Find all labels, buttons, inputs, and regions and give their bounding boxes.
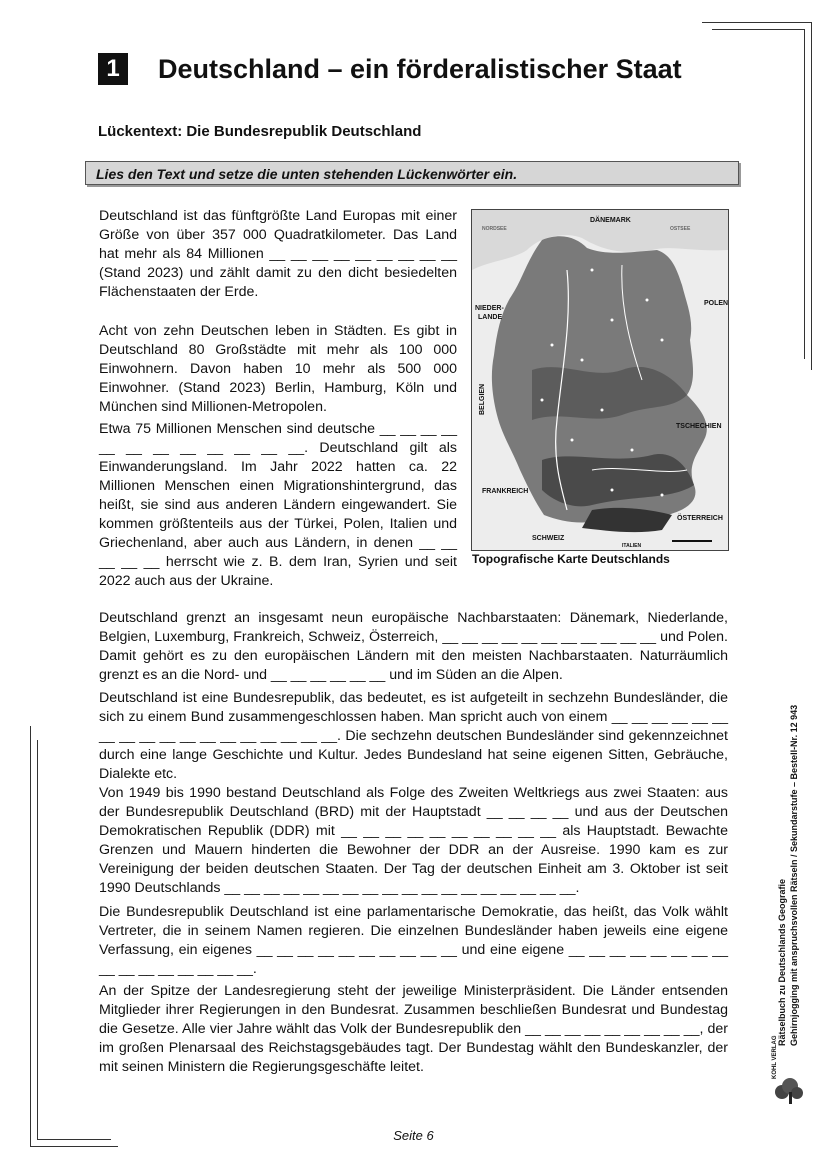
map-label-northsea: NORDSEE bbox=[482, 226, 507, 232]
worksheet-header bbox=[98, 53, 682, 85]
frame-line-bottom-left bbox=[30, 1146, 118, 1147]
map-caption: Topografische Karte Deutschlands bbox=[472, 552, 670, 566]
paragraph-8: An der Spitze der Landesregierung steht der jeweilige Ministerpräsident. Die Länder entsenden Mitglieder ihrer Regierungen in den Bundesrat. Zusammen beschließen Bundesrat und Bundestag die Gesetze. Alle vier Jahre wählt das Volk der Bundesrepublik den __ __ __ __ __ __ __ __ __, der im großen Plenarsaal des Reichstagsgebäudes tagt. Der Bundestag wählt den Bundeskanzler, der mit seinen Ministern die Regierungsgeschäfte leitet. bbox=[99, 983, 728, 1075]
paragraph-1: Deutschland ist das fünftgrößte Land Europas mit einer Größe von über 357 000 Quadratkilometer. Das Land hat mehr als 84 Millionen __ __ __ __ __ __ __ __ __ (Stand 2023) und zählt damit zu den dicht besiedelten Flächenstaaten der Erde. bbox=[99, 208, 457, 300]
instruction-box: Lies den Text und setze die unten stehenden Lückenwörter ein. bbox=[85, 161, 739, 185]
map-label-belgium: BELGIEN bbox=[479, 383, 486, 415]
sidebar-line-2: Gehirnjogging mit anspruchsvollen Rätseln / Sekundarstufe – Bestell-Nr. 12 943 bbox=[789, 704, 799, 1046]
map-label-france: FRANKREICH bbox=[482, 488, 529, 495]
map-label-czechia: TSCHECHIEN bbox=[676, 423, 722, 430]
paragraph-3: Etwa 75 Millionen Menschen sind deutsche __ __ __ __ __ __ __ __ __ __ __ __. Deutschland gilt als Einwanderungsland. Im Jahr 2022 hatten ca. 22 Millionen Menschen einen Migrationshintergrund, das heißt, sie sind aus anderen Ländern eingewandert. Sie kommen größtenteils aus der Türkei, Polen, Italien und Griechenland, aber auch aus Ländern, in denen __ __ __ __ __ herrscht wie z. B. dem Iran, Syrien und seit 2022 auch aus der Ukraine. bbox=[99, 421, 457, 589]
paragraph-2: Acht von zehn Deutschen leben in Städten. Es gibt in Deutschland 80 Großstädte mit mehr als 100 000 Einwohnern. Davon haben 10 mehr als 500 000 Einwohner. (Stand 2023) Berlin, Hamburg, Köln und München sind Millionen-Metropolen. bbox=[99, 323, 457, 415]
publisher-sidebar bbox=[776, 626, 802, 1046]
map-label-poland: POLEN bbox=[704, 300, 728, 307]
frame-line-right-vertical bbox=[811, 22, 812, 370]
map-label-denmark: DÄNEMARK bbox=[590, 217, 631, 224]
sidebar-text bbox=[776, 626, 802, 1046]
paragraph-5: Deutschland ist eine Bundesrepublik, das bedeutet, es ist aufgeteilt in sechzehn Bundesländer, die sich zu einem Bund zusammengeschlossen haben. Man spricht auch von einem __ __ __ __ __ __ __ __ __ __ __ __ __ __ __ __ __ __. Die sechzehn deutschen Bundesländer sind gekennzeichnet durch eine lange Geschichte und Kultur. Jedes Bundesland hat seine eigenen Sitten, Gebräuche, Dialekte etc. bbox=[99, 690, 728, 782]
map-label-italy: ITALIEN bbox=[622, 543, 642, 549]
paragraph-6: Von 1949 bis 1990 bestand Deutschland als Folge des Zweiten Weltkriegs aus zwei Staaten: aus der Bundesrepublik Deutschland (BRD) mit der Hauptstadt __ __ __ __ und aus der Deutschen Demokratischen Republik (DDR) mit __ __ __ __ __ __ __ __ __ __ als Hauptstadt. Bewachte Grenzen und Mauern hinderten die Bewohner der DDR an der Ausreise. 1990 kam es zur Vereinigung der beiden deutschen Staaten. Der Tag der deutschen Einheit am 3. Oktober ist seit 1990 Deutschlands __ __ __ __ __ __ __ __ __ __ __ __ __ __ __ __ __ __. bbox=[99, 785, 728, 896]
sidebar-line-1: Rätselbuch zu Deutschlands Geografie bbox=[777, 878, 787, 1046]
map-label-netherlands-2: LANDE bbox=[478, 314, 503, 321]
frame-line-top-right bbox=[702, 22, 812, 23]
page-number: Seite 6 bbox=[393, 1128, 434, 1143]
topographic-map bbox=[471, 209, 729, 551]
frame-line-top-right-inner bbox=[712, 29, 804, 30]
map-graphic bbox=[472, 210, 728, 550]
map-label-netherlands-1: NIEDER- bbox=[475, 305, 504, 312]
map-label-austria: ÖSTERREICH bbox=[677, 515, 723, 522]
frame-line-right-vertical-inner bbox=[804, 29, 805, 359]
paragraph-7: Die Bundesrepublik Deutschland ist eine parlamentarische Demokratie, das heißt, das Volk wählt Vertreter, die in seinem Namen regieren. Die einzelnen Bundesländer haben jeweils eine eigene Verfassung, ein eigenes __ __ __ __ __ __ __ __ __ __ und eine eigene __ __ __ __ __ __ __ __ __ __ __ __ __ __ __ __. bbox=[99, 904, 728, 977]
frame-line-left-vertical bbox=[30, 726, 31, 1146]
logo-text: KOHL VERLAG bbox=[772, 1035, 778, 1079]
paragraph-4: Deutschland grenzt an insgesamt neun europäische Nachbarstaaten: Dänemark, Niederlande, Belgien, Luxemburg, Frankreich, Schweiz, Österreich, __ __ __ __ __ __ __ __ __ __ __ und Polen. Damit gehört es zu den europäischen Ländern mit den meisten Nachbarstaaten. Naturräumlich grenzt es an die Nord- und __ __ __ __ __ __ und im Süden an die Alpen. bbox=[99, 610, 728, 683]
worksheet-subtitle: Lückentext: Die Bundesrepublik Deutschland bbox=[98, 123, 422, 140]
frame-line-left-vertical-inner bbox=[37, 740, 38, 1139]
section-number: 1 bbox=[98, 53, 128, 85]
map-label-balticsea: OSTSEE bbox=[670, 226, 691, 232]
map-label-switzerland: SCHWEIZ bbox=[532, 535, 565, 542]
publisher-logo bbox=[770, 1035, 810, 1108]
page-title: Deutschland – ein förderalistischer Staat bbox=[158, 53, 682, 84]
